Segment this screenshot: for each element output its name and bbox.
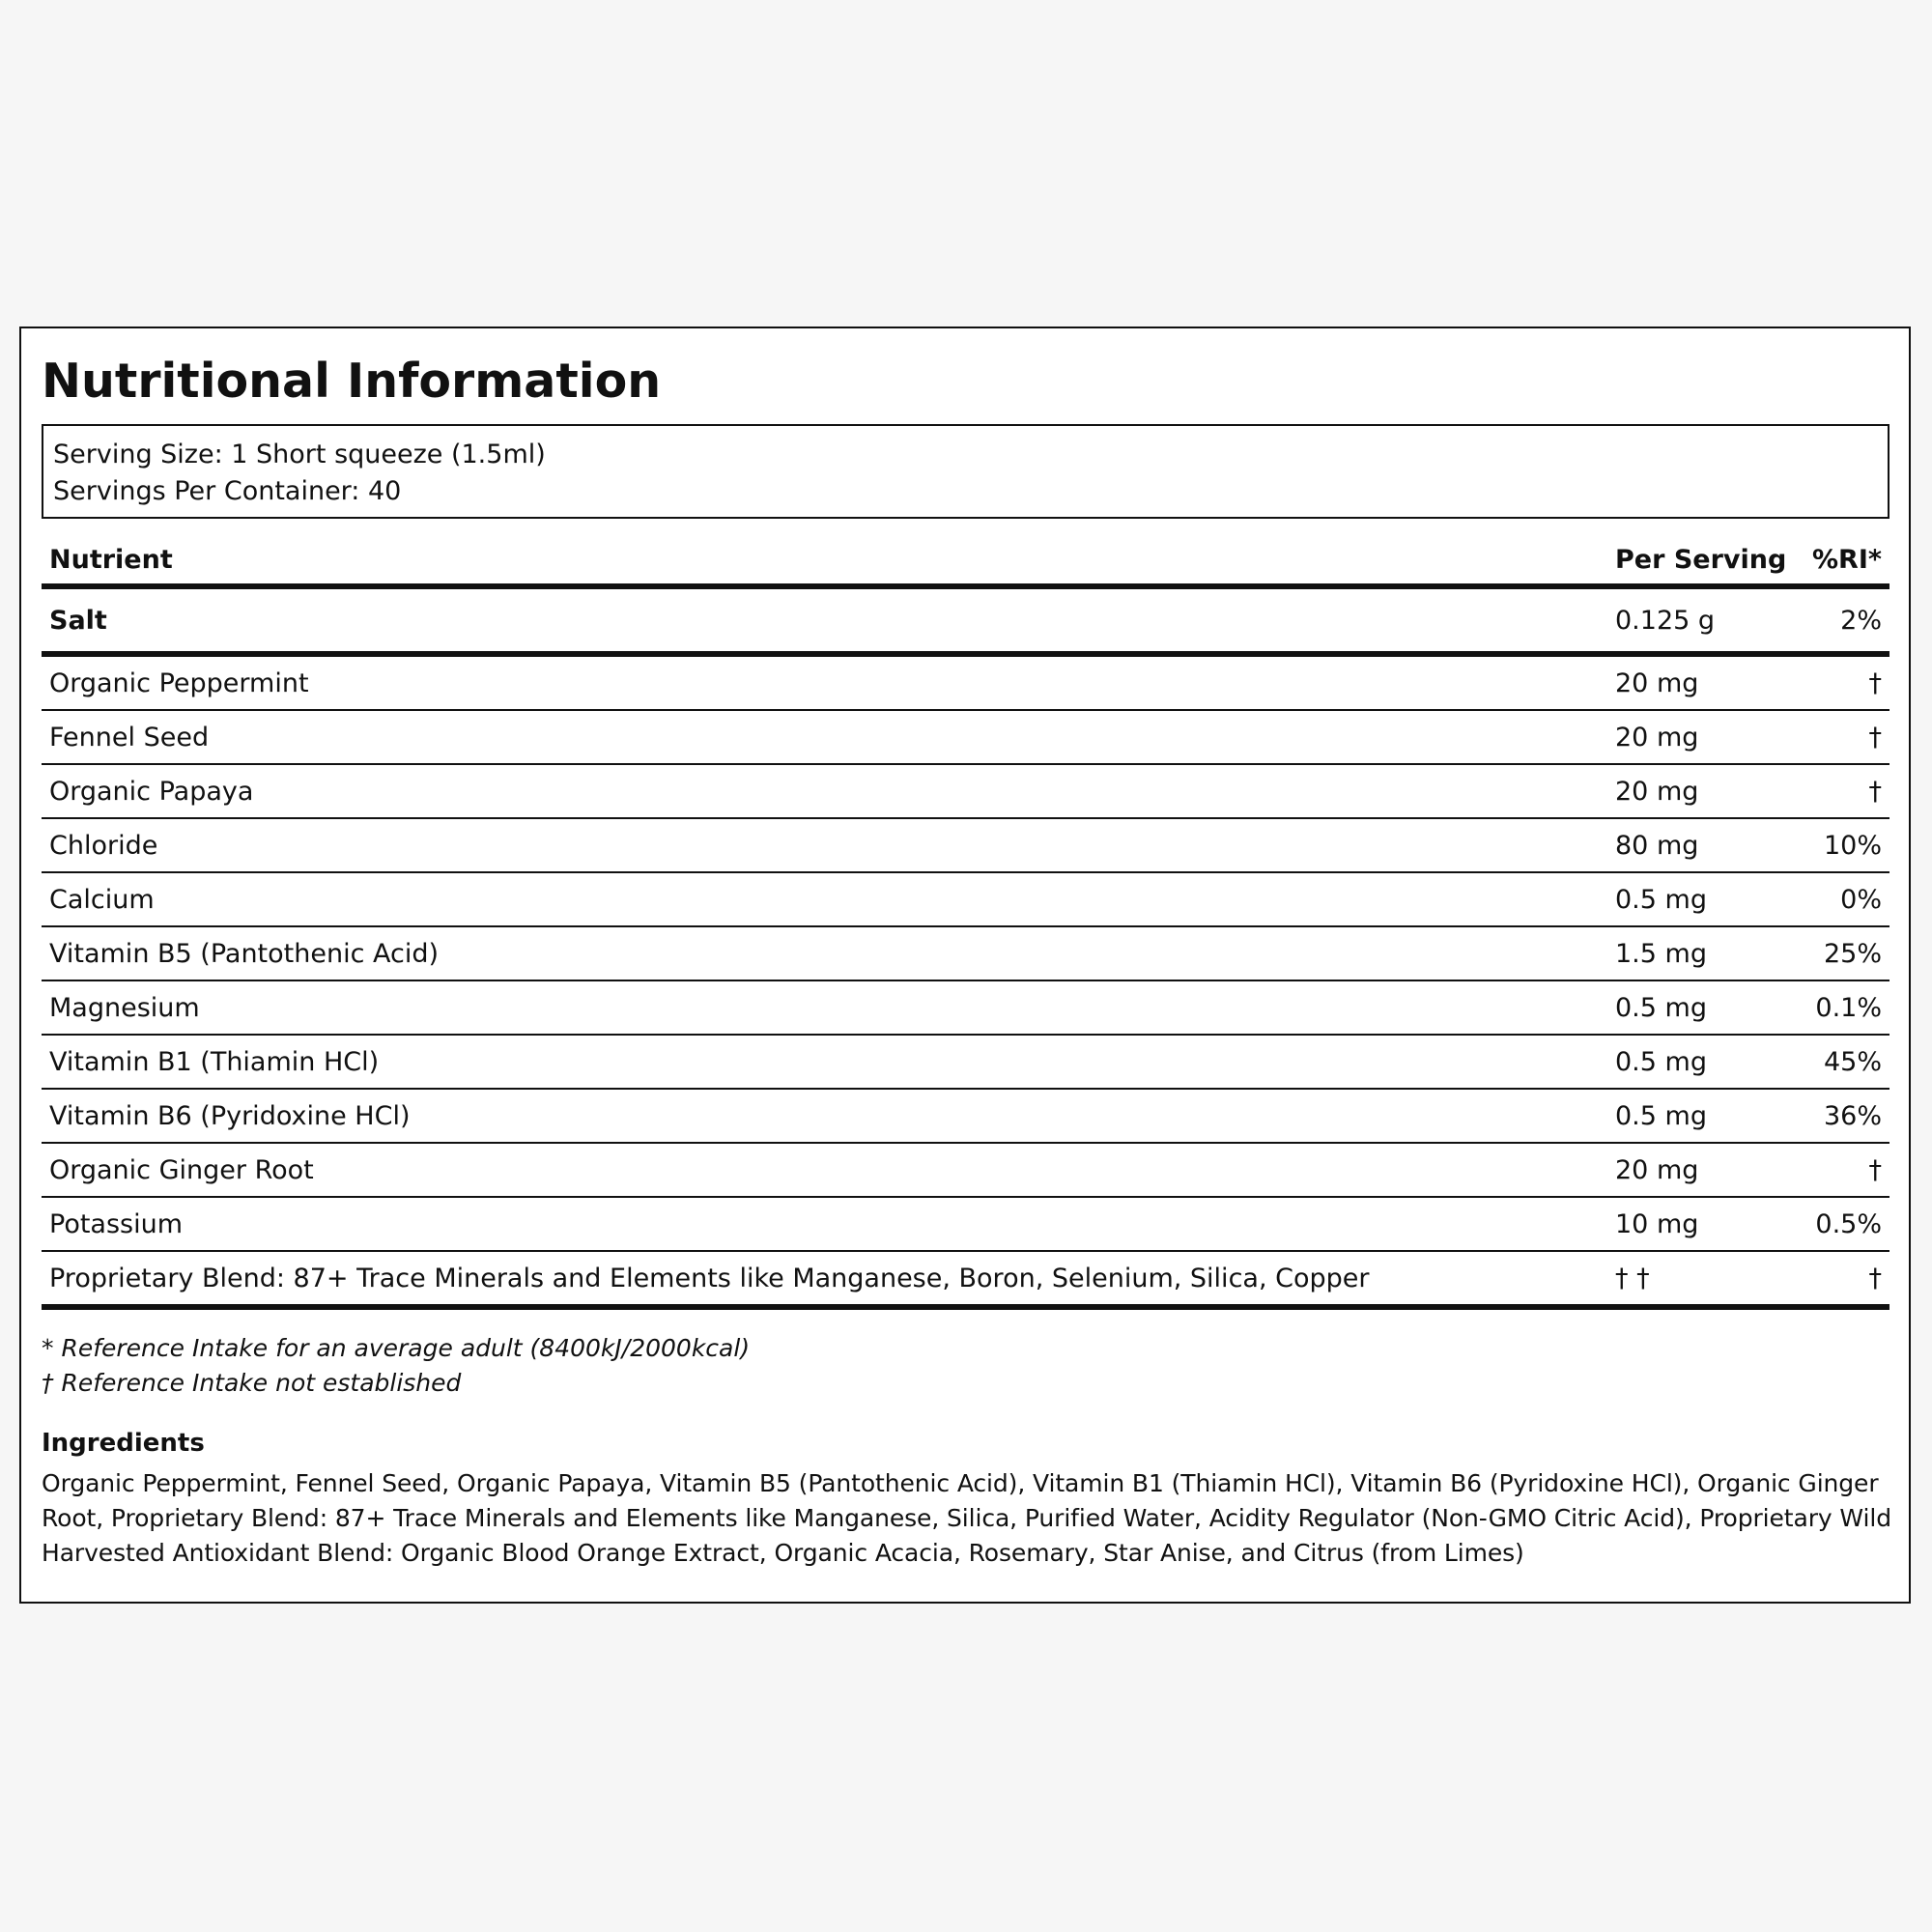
nutrient-ri: 45% [1797,1035,1889,1089]
header-per-serving: Per Serving [1607,535,1797,586]
nutrient-ri: 2% [1797,586,1889,654]
nutrient-name: Vitamin B5 (Pantothenic Acid) [42,926,1607,980]
nutrient-name: Vitamin B6 (Pyridoxine HCl) [42,1089,1607,1143]
nutrition-panel [19,327,1911,1604]
nutrient-per-serving: 20 mg [1607,710,1797,764]
nutrient-table [42,535,1889,1310]
table-row [42,926,1889,980]
nutrient-ri: 10% [1797,818,1889,872]
nutrient-name: Magnesium [42,980,1607,1035]
nutrient-name: Fennel Seed [42,710,1607,764]
nutrient-ri: 0.1% [1797,980,1889,1035]
nutrient-ri: 25% [1797,926,1889,980]
table-row [42,764,1889,818]
nutrient-per-serving: 80 mg [1607,818,1797,872]
table-row [42,872,1889,926]
table-row [42,1035,1889,1089]
nutrient-per-serving: 0.125 g [1607,586,1797,654]
footnote-not-established: † Reference Intake not established [42,1369,462,1397]
header-ri: %RI* [1797,535,1889,586]
ingredients-heading: Ingredients [42,1429,205,1458]
table-row [42,1251,1889,1307]
nutrient-name: Salt [42,586,1607,654]
nutrient-name: Organic Papaya [42,764,1607,818]
nutrient-per-serving: 20 mg [1607,654,1797,710]
table-row [42,818,1889,872]
nutrient-name: Proprietary Blend: 87+ Trace Minerals and Elements like Manganese, Boron, Selenium, Silica, Copper [42,1251,1607,1307]
nutrient-ri: 0% [1797,872,1889,926]
nutrient-per-serving: 10 mg [1607,1197,1797,1251]
table-row [42,586,1889,654]
serving-size: Serving Size: 1 Short squeeze (1.5ml) [53,440,546,469]
table-header-row [42,535,1889,586]
nutrient-name: Vitamin B1 (Thiamin HCl) [42,1035,1607,1089]
ingredients-list: Organic Peppermint, Fennel Seed, Organic Papaya, Vitamin B5 (Pantothenic Acid), Vitamin B1 (Thiamin HCl), Vitamin B6 (Pyridoxine HCl), Organic Ginger Root, Proprietary Blend: 87+ Trace Minerals and Elements like Manganese, Silica, Purified Water, Acidity Regulator (Non-GMO Citric Acid), Proprietary Wild Harvested Antioxidant Blend: Organic Blood Orange Extract, Organic Acacia, Rosemary, Star Anise, and Citrus (from Limes) [42,1469,1891,1567]
nutrient-per-serving: † † [1607,1251,1797,1307]
footnote-reference-intake: * Reference Intake for an average adult (8400kJ/2000kcal) [42,1334,751,1362]
nutrient-name: Calcium [42,872,1607,926]
nutrient-ri: † [1797,1143,1889,1197]
nutrient-name: Potassium [42,1197,1607,1251]
nutrient-ri: † [1797,764,1889,818]
nutrient-per-serving: 0.5 mg [1607,872,1797,926]
nutrient-ri: 0.5% [1797,1197,1889,1251]
nutrient-per-serving: 1.5 mg [1607,926,1797,980]
footnotes [42,1331,1889,1401]
nutrient-per-serving: 0.5 mg [1607,1035,1797,1089]
table-row [42,1197,1889,1251]
nutrient-ri: † [1797,710,1889,764]
page-title: Nutritional Information [42,354,662,409]
nutrient-name: Chloride [42,818,1607,872]
header-nutrient: Nutrient [42,535,1607,586]
nutrient-per-serving: 20 mg [1607,1143,1797,1197]
nutrient-ri: 36% [1797,1089,1889,1143]
table-row [42,1143,1889,1197]
table-row [42,1089,1889,1143]
table-row [42,980,1889,1035]
serving-info-box [42,424,1889,519]
nutrient-per-serving: 0.5 mg [1607,980,1797,1035]
nutrient-name: Organic Ginger Root [42,1143,1607,1197]
nutrient-per-serving: 0.5 mg [1607,1089,1797,1143]
nutrient-ri: † [1797,654,1889,710]
servings-per-container: Servings Per Container: 40 [53,476,402,506]
table-row [42,654,1889,710]
nutrient-per-serving: 20 mg [1607,764,1797,818]
nutrient-ri: † [1797,1251,1889,1307]
table-row [42,710,1889,764]
nutrient-name: Organic Peppermint [42,654,1607,710]
